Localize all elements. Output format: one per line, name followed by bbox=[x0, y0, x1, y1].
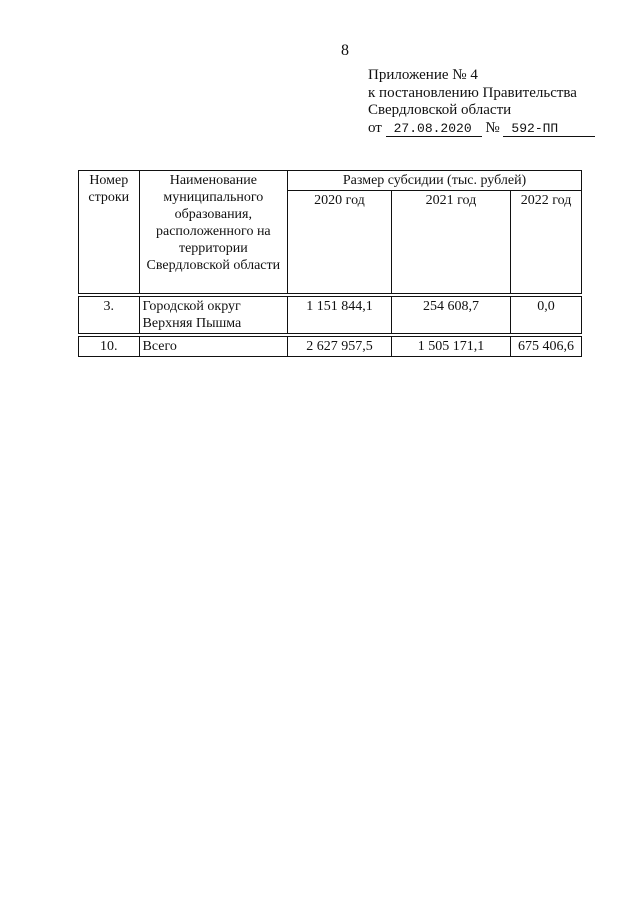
from-label: от bbox=[368, 119, 382, 136]
resolution-date: 27.08.2020 bbox=[386, 122, 482, 137]
table-row bbox=[79, 297, 582, 334]
number-label: № bbox=[485, 119, 500, 136]
row-number: 3. bbox=[79, 297, 140, 334]
subsidy-table bbox=[78, 170, 582, 357]
row-number: 10. bbox=[79, 337, 140, 357]
row-value-2021: 254 608,7 bbox=[391, 297, 510, 334]
header-subsidy: Размер субсидии (тыс. рублей) bbox=[288, 171, 582, 191]
annex-date-line bbox=[368, 120, 595, 138]
row-value-2020: 2 627 957,5 bbox=[288, 337, 392, 357]
table-row-total bbox=[79, 337, 582, 357]
annex-header bbox=[368, 67, 595, 137]
row-name: Городской округ Верхняя Пышма bbox=[139, 297, 288, 334]
annex-title: Приложение № 4 bbox=[368, 67, 478, 83]
row-value-2021: 1 505 171,1 bbox=[391, 337, 510, 357]
header-year-2022: 2022 год bbox=[511, 191, 582, 294]
header-municipality-name: Наименование муниципального образования, расположенного на территории Свердловской области bbox=[139, 171, 288, 294]
resolution-number: 592-ПП bbox=[503, 122, 595, 137]
table-header-row bbox=[79, 171, 582, 191]
annex-line-region: Свердловской области bbox=[368, 102, 512, 118]
header-year-2020: 2020 год bbox=[288, 191, 392, 294]
row-value-2020: 1 151 844,1 bbox=[288, 297, 392, 334]
header-year-2021: 2021 год bbox=[391, 191, 510, 294]
row-value-2022: 675 406,6 bbox=[511, 337, 582, 357]
row-name: Всего bbox=[139, 337, 288, 357]
annex-line-resolution: к постановлению Правительства bbox=[368, 84, 577, 101]
row-value-2022: 0,0 bbox=[511, 297, 582, 334]
header-row-number: Номер строки bbox=[79, 171, 140, 294]
page-number: 8 bbox=[341, 42, 349, 59]
